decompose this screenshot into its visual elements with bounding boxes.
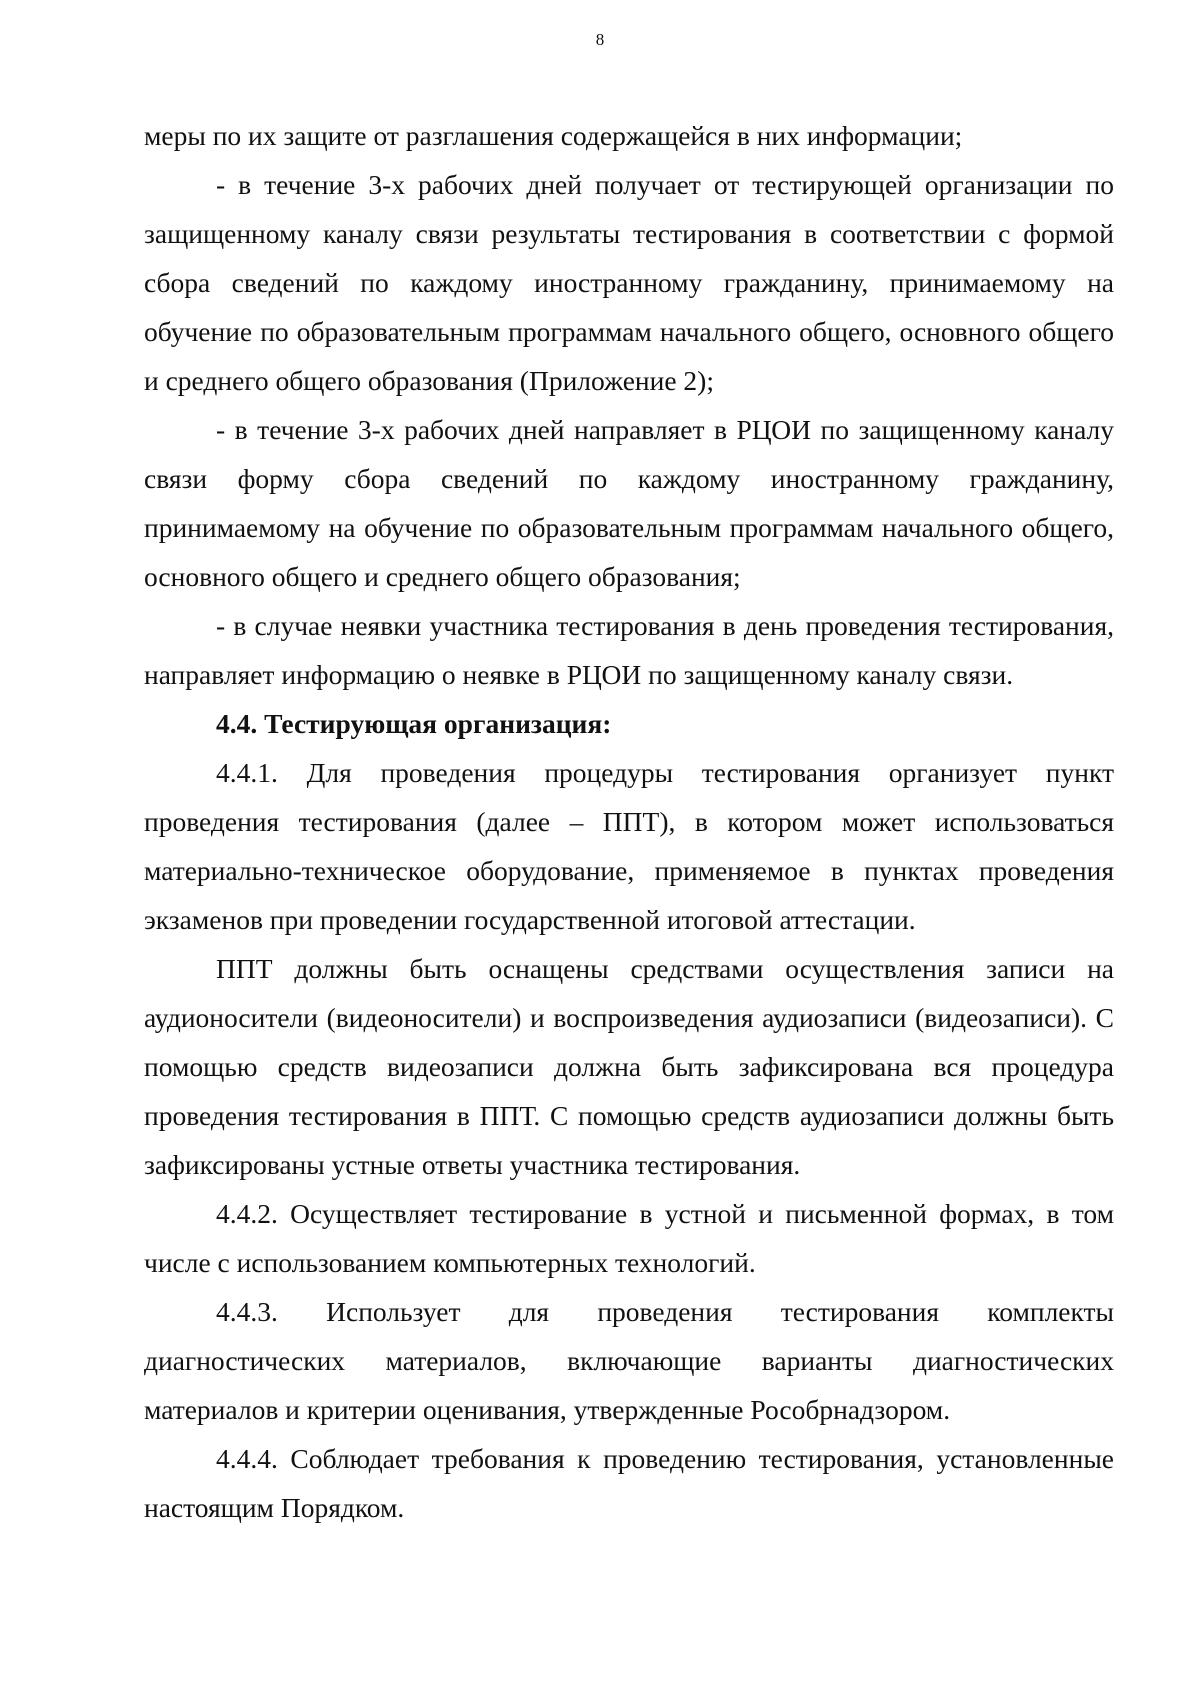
paragraph-4-4-4: 4.4.4. Соблюдает требования к проведению тестирования, установленные настоящим Порядком. [144, 1443, 1114, 1523]
paragraph-ppt-equipment: ППТ должны быть оснащены средствами осуществления записи на аудионосители (видеоносители) и воспроизведения аудиозаписи (видеозаписи). С помощью средств видеозаписи должна быть зафиксирована вся процедура проведения тестирования в ППТ. С помощью средств аудиозаписи должны быть зафиксированы устные ответы участника тестирования. [144, 953, 1114, 1180]
paragraph-4-4-3: 4.4.3. Использует для проведения тестирования комплекты диагностических материалов, включающие варианты диагностических материалов и критерии оценивания, утвержденные Рособрнадзором. [144, 1296, 1114, 1425]
paragraph-sends-form: - в течение 3-х рабочих дней направляет в РЦОИ по защищенному каналу связи форму сбора сведений по каждому иностранному гражданину, принимаемому на обучение по образовательным программам начального общего, основного общего и среднего общего образования; [144, 414, 1114, 592]
page-number: 8 [595, 30, 605, 49]
paragraph-receives-results: - в течение 3-х рабочих дней получает от тестирующей организации по защищенному каналу связи результаты тестирования в соответствии с формой сбора сведений по каждому иностранному гражданину, принимаемому на обучение по образовательным программам начального общего, основного общего и среднего общего образования (Приложение 2); [144, 169, 1114, 396]
section-heading-4-4: 4.4. Тестирующая организация: [216, 708, 612, 739]
paragraph-continuation: меры по их защите от разглашения содержащейся в них информации; [144, 120, 963, 151]
paragraph-4-4-2: 4.4.2. Осуществляет тестирование в устной и письменной формах, в том числе с использованием компьютерных технологий. [144, 1198, 1114, 1278]
paragraph-absence: - в случае неявки участника тестирования в день проведения тестирования, направляет информацию о неявке в РЦОИ по защищенному каналу связи. [144, 610, 1114, 690]
paragraph-4-4-1: 4.4.1. Для проведения процедуры тестирования организует пункт проведения тестирования (далее – ППТ), в котором может использоваться материально-техническое оборудование, применяемое в пунктах проведения экзаменов при проведении государственной итоговой аттестации. [144, 757, 1114, 935]
document-body [144, 111, 1114, 1532]
